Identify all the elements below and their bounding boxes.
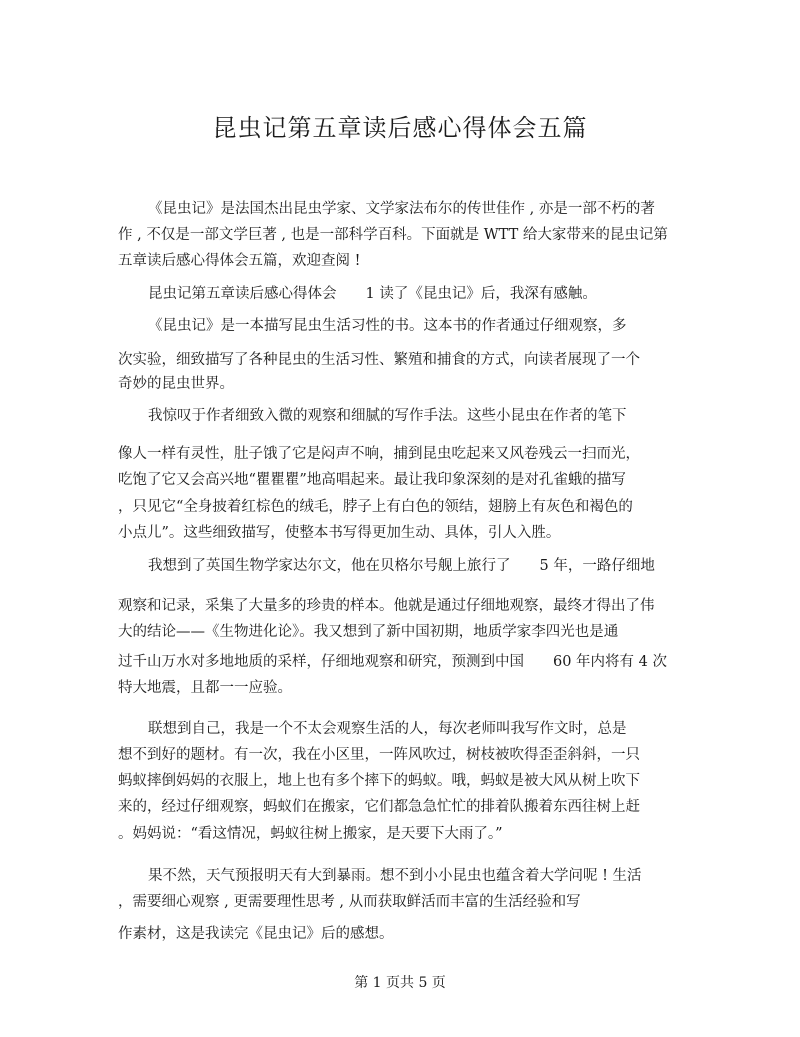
text-line: ，只见它“全身披着红棕色的绒毛，脖子上有白色的领结，翅膀上有灰色和褐色的 (118, 499, 633, 515)
text-line: 过千山万水对多地地质的采样，仔细地观察和研究，预测到中国 60 年内将有 4 次 (118, 654, 668, 670)
text-line: ，需要细心观察 , 更需要理性思考 , 从而获取鲜活而丰富的生活经验和写 (118, 894, 581, 910)
text-line: 联想到自己，我是一个不太会观察生活的人，每次老师叫我写作文时，总是 (148, 721, 627, 737)
document-title: 昆虫记第五章读后感心得体会五篇 (212, 114, 588, 142)
text-line: 来的，经过仔细观察，蚂蚁们在搬家，它们都急急忙忙的排着队搬着东西往树上赶 (118, 799, 640, 815)
text-line: 作素材，这是我读完《昆虫记》后的感想。 (118, 926, 394, 942)
text-line: 小点儿”。这些细致描写，使整本书写得更加生动、具体，引人入胜。 (118, 525, 561, 541)
text-line: 特大地震，且都一一应验。 (118, 680, 292, 696)
text-line: 作 , 不仅是一部文学巨著 , 也是一部科学百科。下面就是 WTT 给大家带来的昆虫记第 (118, 227, 668, 243)
text-line: 我惊叹于作者细致入微的观察和细腻的写作手法。这些小昆虫在作者的笔下 (148, 408, 627, 424)
text-line: 想不到好的题材。有一次，我在小区里，一阵风吹过，树枝被吹得歪歪斜斜，一只 (118, 747, 640, 763)
text-line: 我想到了英国生物学家达尔文，他在贝格尔号舰上旅行了 5 年，一路仔细地 (148, 558, 655, 574)
page-number: 第 1 页共 5 页 (354, 975, 446, 991)
text-line: 。妈妈说：“看这情况，蚂蚁往树上搬家，是天要下大雨了。” (118, 826, 503, 842)
text-line: 蚂蚁摔倒妈妈的衣服上，地上也有多个摔下的蚂蚁。哦，蚂蚁是被大风从树上吹下 (118, 773, 640, 789)
text-line: 吃饱了它又会高兴地“瞿瞿瞿”地高唱起来。最让我印象深刻的是对孔雀蛾的描写 (118, 472, 626, 488)
text-line: 大的结论——《生物进化论》。我又想到了新中国初期，地质学家李四光也是通 (118, 624, 619, 640)
text-line: 奇妙的昆虫世界。 (118, 376, 234, 392)
text-line: 像人一样有灵性，肚子饿了它是闷声不响，捕到昆虫吃起来又风卷残云一扫而光， (118, 446, 640, 462)
text-line: 《昆虫记》是法国杰出昆虫学家、文学家法布尔的传世佳作 , 亦是一部不朽的著 (148, 201, 655, 217)
text-line: 果不然，天气预报明天有大到暴雨。想不到小小昆虫也蕴含着大学问呢 ! 生活 (148, 868, 642, 884)
text-line: 五章读后感心得体会五篇，欢迎查阅 ! (118, 253, 361, 269)
text-line: 观察和记录，采集了大量多的珍贵的样本。他就是通过仔细地观察，最终才得出了伟 (118, 598, 655, 614)
text-line: 次实验，细致描写了各种昆虫的生活习性、繁殖和捕食的方式，向读者展现了一个 (118, 352, 640, 368)
text-line: 昆虫记第五章读后感心得体会 1 读了《昆虫记》后，我深有感触。 (148, 286, 597, 302)
text-line: 《昆虫记》是一本描写昆虫生活习性的书。这本书的作者通过仔细观察，多 (148, 318, 627, 334)
